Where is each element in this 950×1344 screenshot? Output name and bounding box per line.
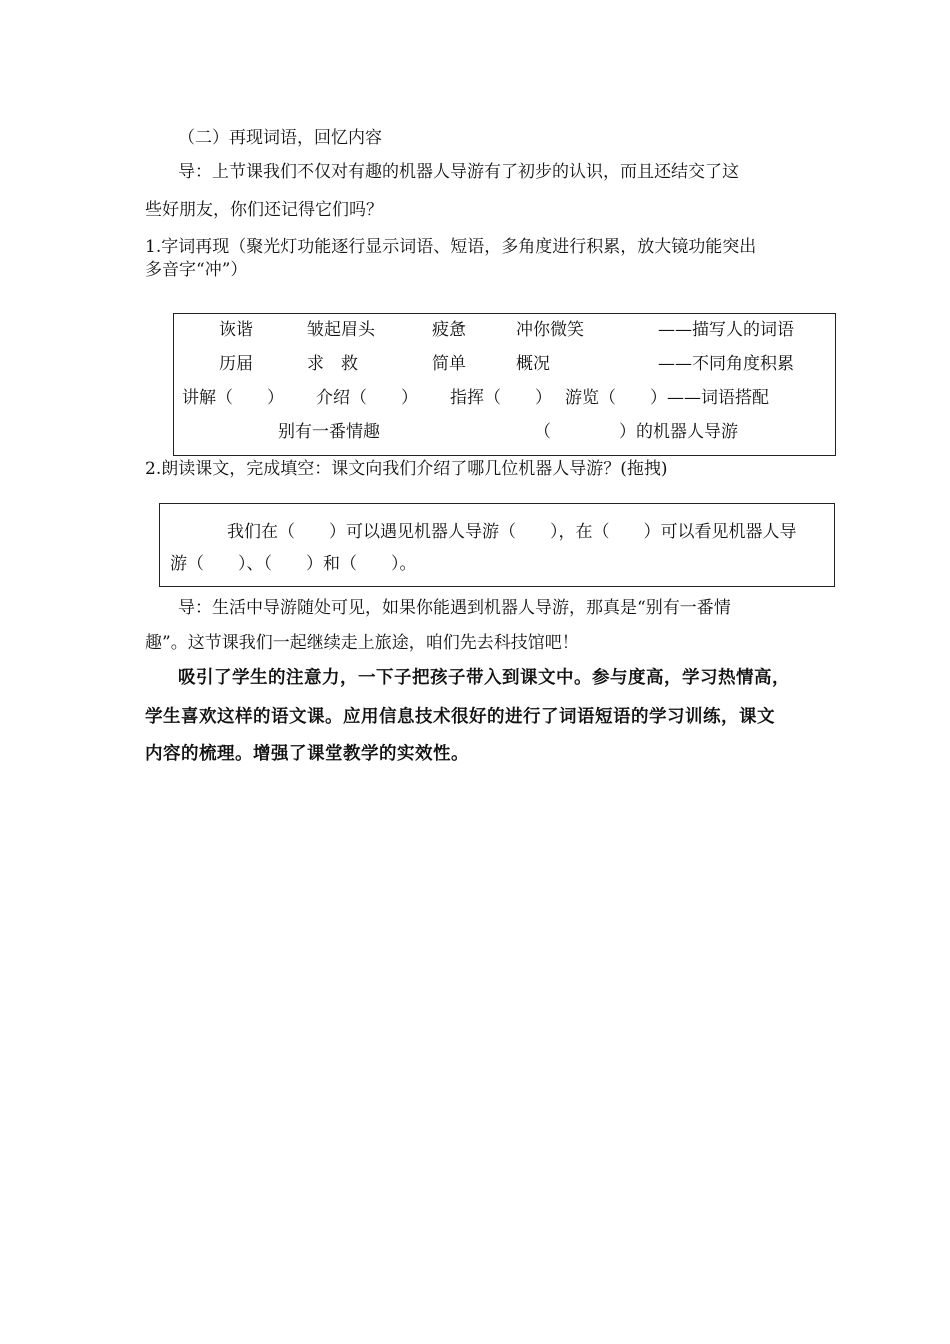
word-cell: 求 救 bbox=[307, 354, 358, 374]
word-cell: 简单 bbox=[432, 354, 466, 374]
word-cell: 概况 bbox=[516, 354, 550, 374]
fill-line-1: 我们在（ ）可以遇见机器人导游（ ），在（ ）可以看见机器人导 bbox=[227, 522, 797, 542]
word-cell: 皱起眉头 bbox=[307, 320, 375, 340]
intro-line-1: 导：上节课我们不仅对有趣的机器人导游有了初步的认识，而且还结交了这 bbox=[178, 162, 739, 182]
word-cell: 历届 bbox=[219, 354, 253, 374]
comment-line-1: 吸引了学生的注意力，一下子把孩子带入到课文中。参与度高，学习热情高， bbox=[178, 668, 790, 688]
collocation-cell: 介绍（ ） bbox=[316, 388, 418, 408]
phrase-cell: （ ）的机器人导游 bbox=[534, 422, 738, 442]
collocation-cell: 游览（ ）——词语搭配 bbox=[565, 388, 769, 408]
word-cell: 诙谐 bbox=[219, 320, 253, 340]
word-table-box bbox=[173, 313, 836, 456]
phrase-cell: 别有一番情趣 bbox=[278, 422, 380, 442]
fill-line-2: 游（ ）、（ ）和（ ）。 bbox=[170, 554, 417, 574]
word-cell: 疲惫 bbox=[432, 320, 466, 340]
item1-line-1: 1.字词再现（聚光灯功能逐行显示词语、短语，多角度进行积累，放大镜功能突出 bbox=[145, 237, 757, 257]
collocation-cell: 讲解（ ） bbox=[182, 388, 284, 408]
intro-line-2: 些好朋友，你们还记得它们吗？ bbox=[145, 200, 383, 220]
comment-line-3: 内容的梳理。增强了课堂教学的实效性。 bbox=[145, 744, 469, 764]
guide2-line-1: 导：生活中导游随处可见，如果你能遇到机器人导游，那真是“别有一番情 bbox=[178, 598, 731, 618]
section-heading: （二）再现词语，回忆内容 bbox=[178, 128, 382, 148]
row-note: ——描写人的词语 bbox=[658, 320, 794, 340]
fill-in-box bbox=[159, 503, 835, 587]
comment-line-2: 学生喜欢这样的语文课。应用信息技术很好的进行了词语短语的学习训练，课文 bbox=[145, 707, 775, 727]
row-note: ——不同角度积累 bbox=[658, 354, 794, 374]
item1-line-2: 多音字“冲”） bbox=[145, 260, 248, 280]
item2-text: 2.朗读课文，完成填空：课文向我们介绍了哪几位机器人导游？(拖拽) bbox=[145, 459, 668, 479]
guide2-line-2: 趣”。这节课我们一起继续走上旅途，咱们先去科技馆吧！ bbox=[145, 633, 579, 653]
word-cell: 冲你微笑 bbox=[516, 320, 584, 340]
collocation-cell: 指挥（ ） bbox=[450, 388, 552, 408]
